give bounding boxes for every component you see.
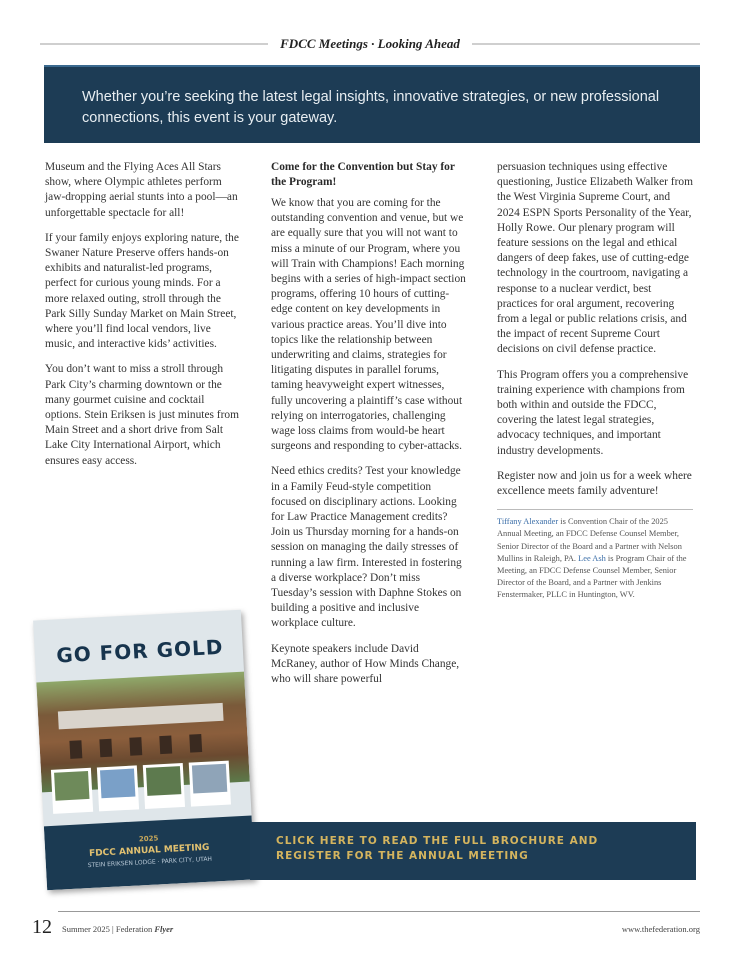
- header-rule-left: [40, 43, 268, 45]
- page-number: 12: [32, 916, 52, 938]
- cta-line-2: REGISTER FOR THE ANNUAL MEETING: [276, 850, 529, 862]
- brochure-headline: GO FOR GOLD: [55, 634, 224, 668]
- author-bio: [497, 509, 693, 601]
- publication-name: Flyer: [154, 924, 174, 934]
- paragraph: This Program offers you a comprehensive training experience with champions from both within and outside the FDCC, covering the latest legal strategies, advocacy techniques, and important industry developments.: [497, 368, 689, 457]
- bio-text: is Convention Chair of the 2025 Annual Meeting, an FDCC Defense Counsel Member, Senior Director of the Board and a Partner with Nelson Mullins in Raleigh, PA.: [497, 517, 682, 563]
- bio-text: is Program Chair of the Meeting, an FDCC Defense Counsel Member, Senior Director of the Board, and a Partner with Jenkins Fenstermaker, PLLC in Huntington, WV.: [497, 553, 687, 600]
- column-1: [45, 160, 241, 479]
- polaroid: [51, 768, 93, 814]
- polaroid: [143, 763, 185, 809]
- paragraph: Need ethics credits? Test your knowledge in a Family Feud-style competition focused on disciplinary actions. Looking for Law Practice Management credits? Join us Thursday morning for a hands-on session on managing the daily stresses of running a law firm. Interested in fostering a diverse workplace? Don’t miss Tuesday’s session with Daphne Stokes on building a positive and inclusive workplace culture.: [271, 465, 462, 630]
- author-link[interactable]: Tiffany Alexander: [497, 517, 559, 527]
- brochure-cover-image[interactable]: [33, 610, 255, 891]
- cta-line-1: CLICK HERE TO READ THE FULL BROCHURE AND: [276, 835, 599, 847]
- read-brochure-register-button[interactable]: [250, 822, 696, 880]
- paragraph: If your family enjoys exploring nature, the Swaner Nature Preserve offers hands-on exhibits and naturalist-led programs, perfect for curious young minds. For a more relaxed outing, stroll through the Park Silly Sunday Market on Main Street, where you’ll find local vendors, live music, and interactive kids’ activities.: [45, 231, 239, 351]
- column-3: [497, 160, 693, 602]
- brochure-footer: 2025 FDCC ANNUAL MEETING STEIN ERIKSEN LODGE · PARK CITY, UTAH: [44, 815, 255, 890]
- polaroid-photos: [51, 760, 243, 820]
- footer-divider: [58, 911, 700, 912]
- paragraph: Keynote speakers include David McRaney, author of How Minds Change, who will share powerful: [271, 642, 460, 686]
- paragraph: We know that you are coming for the outstanding convention and venue, but we are equally sure that you will not want to miss a minute of our Program, where you will Train with Champions! Each morning begins with a series of high-impact section programs, offering 10 hours of cutting-edge content on key developments in various practice areas. You’ll dive into topics like the relationship between underwriting and claims, strategies for litigating disputes in parallel forums, taming heavyweight expert witnesses, fully uncovering a plaintiff’s case without relying on interrogatories, challenging wage loss claims from would-be heart surgeons and responding to cyber-attacks.: [271, 197, 466, 453]
- subheading: Come for the Convention but Stay for the Program!: [271, 161, 455, 188]
- issue-label: Summer 2025 | Federation: [62, 924, 155, 934]
- paragraph: persuasion techniques using effective questioning, Justice Elizabeth Walker from the West Virginia Supreme Court, and 2024 ESPN Sports Personality of the Year, Holly Rowe. Our plenary program will feature sessions on the legal and ethical dangers of deep fakes, use of cutting-edge technology in the courtroom, navigating a response to a nuclear verdict, best practices for oral argument, recovering from a legal or public relations crisis, and the impact of recent Supreme Court decisions on civil defense practice.: [497, 161, 693, 356]
- author-link[interactable]: Lee Ash: [578, 553, 606, 563]
- column-2: [271, 160, 467, 697]
- website-link[interactable]: www.thefederation.org: [621, 924, 700, 934]
- publication-info: [62, 924, 173, 934]
- quote-banner: [44, 65, 700, 143]
- paragraph: You don’t want to miss a stroll through Park City’s charming downtown or the many gourmet cuisine and cocktail options. Stein Eriksen is just minutes from Main Street and a short drive from Salt Lake City International Airport, which ensures easy access.: [45, 363, 239, 467]
- paragraph: Museum and the Flying Aces All Stars show, where Olympic athletes perform jaw-dropping aerial stunts into a pool—an unforgettable spectacle for all!: [45, 161, 238, 219]
- banner-text: Whether you’re seeking the latest legal insights, innovative strategies, or new professional connections, this event is your gateway.: [82, 89, 660, 126]
- section-title: FDCC Meetings · Looking Ahead: [280, 36, 460, 51]
- header-rule-right: [472, 43, 700, 45]
- polaroid: [189, 761, 231, 807]
- section-header: [40, 34, 700, 54]
- polaroid: [97, 765, 139, 811]
- paragraph: Register now and join us for a week where excellence meets family adventure!: [497, 469, 692, 498]
